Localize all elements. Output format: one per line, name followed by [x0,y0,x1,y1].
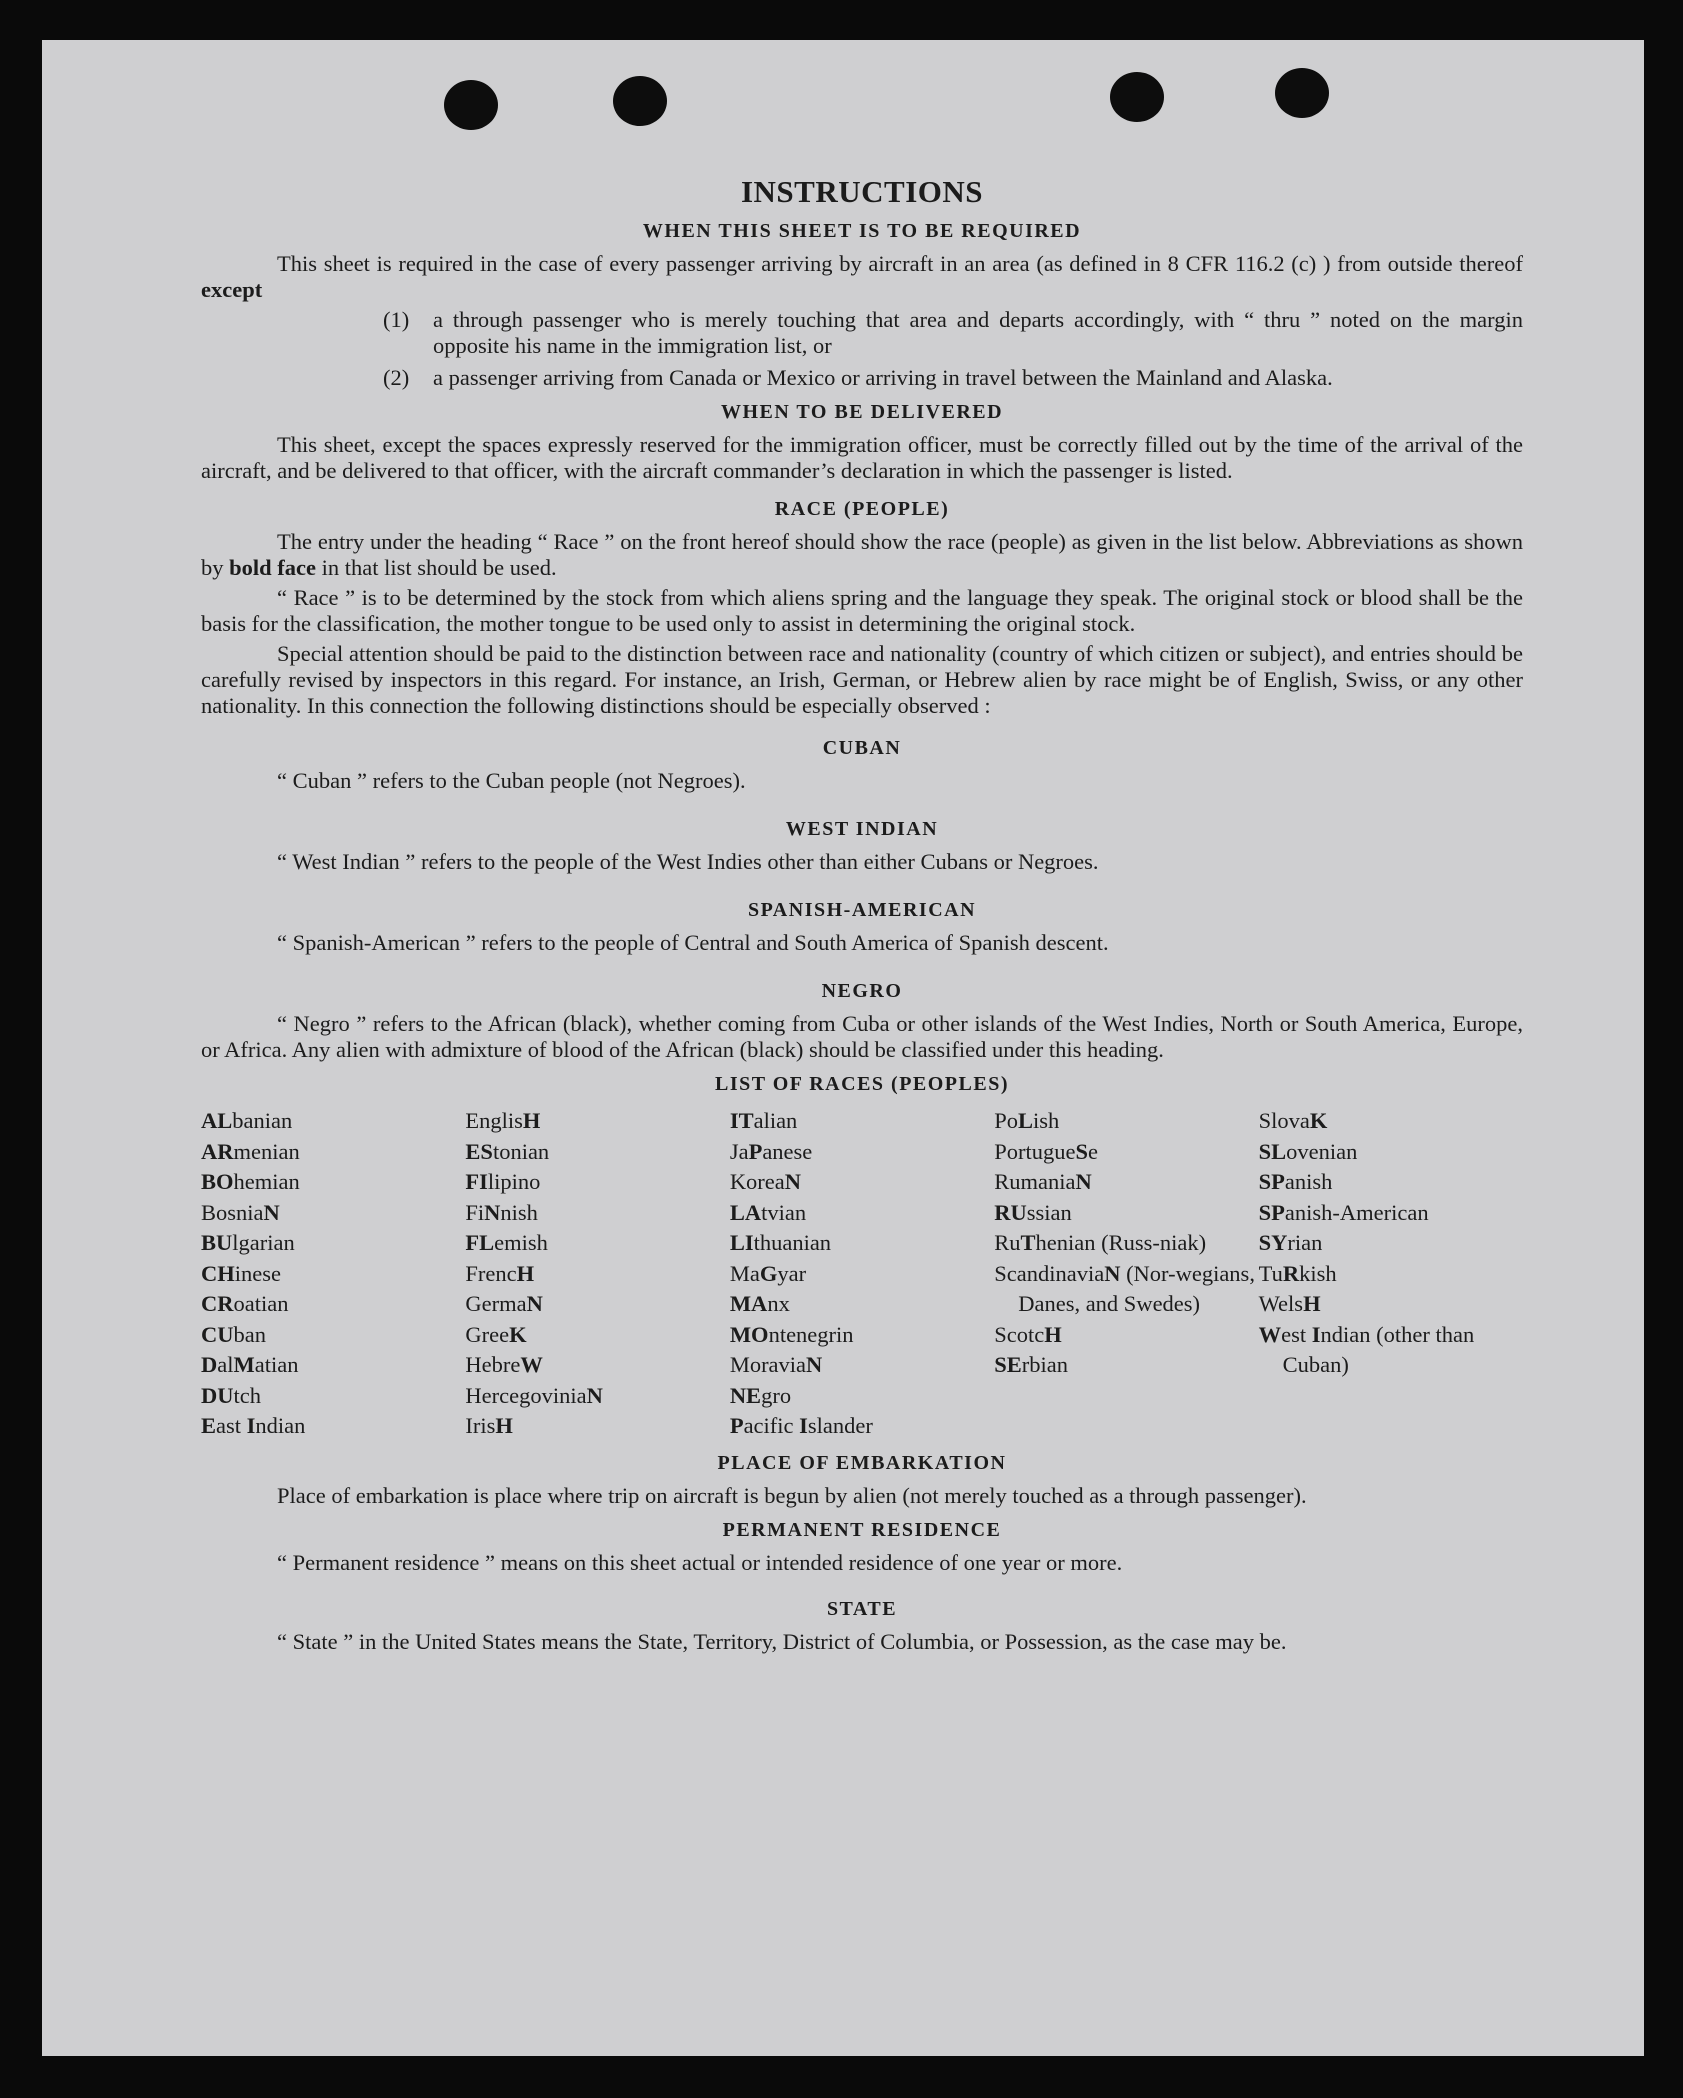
race-entry: LAtvian [729,1199,807,1225]
race-entry: Pacific Islander [729,1413,873,1438]
race-entry: ARmenian [201,1138,300,1164]
race-entry: MAnx [729,1291,790,1316]
race-entry: NEgro [729,1382,792,1408]
race-entry: GreeK [465,1321,527,1347]
section-heading: STATE [826,1597,898,1620]
race-entry: BOhemian [201,1169,300,1194]
section-heading: CUBAN [822,737,902,759]
race-entry: WelsH [1258,1291,1321,1316]
paragraph: “ Negro ” refers to the African (black), whether coming from Cuba or other islands of the West Indies, North or South America, Europe, or Africa. Any alien with admixture of blood of the African (black) should be classified under this heading. [201,1011,1523,1062]
race-entry: ITalian [729,1108,798,1133]
paragraph: This sheet is required in the case of every passenger arriving by aircraft in an area (as defined in 8 CFR 116.2 (c) ) from outside thereof except [201,251,1523,302]
race-entry: GermaN [465,1291,543,1316]
race-entry: RumaniaN [994,1169,1092,1194]
race-entry: EnglisH [465,1108,541,1133]
section-heading: SPANISH-AMERICAN [747,899,977,921]
section-heading: RACE (PEOPLE) [774,498,950,520]
race-entry: HercegoviniaN [465,1382,603,1408]
race-entry: TuRkish [1258,1260,1337,1286]
race-entry: ScotcH [994,1321,1062,1347]
paragraph: “ West Indian ” refers to the people of the West Indies other than either Cubans or Negroes. [277,849,1099,874]
race-entry: KoreaN [729,1169,802,1194]
page-title: INSTRUCTIONS [740,174,983,209]
paragraph: “ Spanish-American ” refers to the people of Central and South America of Spanish descent. [277,930,1109,955]
race-entry: MOntenegrin [729,1321,854,1347]
race-entry: MaGyar [729,1260,807,1286]
list-item: (2) a passenger arriving from Canada or Mexico or arriving in travel between the Mainland and Alaska. [383,365,1333,390]
race-entry: East Indian [201,1413,306,1438]
paragraph: “ State ” in the United States means the State, Territory, District of Columbia, or Possession, as the case may be. [277,1628,1287,1654]
race-entry: ALbanian [201,1108,293,1133]
paragraph: The entry under the heading “ Race ” on the front hereof should show the race (people) as given in the list below. Abbreviations as shown by bold face in that list should be used. [201,529,1523,580]
race-entry: FIlipino [465,1169,541,1194]
paragraph: “ Cuban ” refers to the Cuban people (not Negroes). [277,768,746,793]
section-heading: WEST INDIAN [785,818,939,840]
race-entry: PortugueSe [994,1138,1098,1164]
race-entry: RUssian [994,1199,1072,1225]
punch-hole [1275,68,1329,118]
race-entry: CHinese [201,1260,281,1286]
races-column [994,1106,1258,1442]
section-heading: NEGRO [821,980,903,1002]
race-entry: SPanish-American [1258,1199,1429,1225]
race-entry: EStonian [465,1138,550,1164]
race-entry: DalMatian [201,1352,299,1377]
race-entry: LIthuanian [729,1230,832,1255]
section-heading: WHEN THIS SHEET IS TO BE REQUIRED [642,220,1082,242]
punch-hole [1110,72,1164,122]
race-entry: BUlgarian [201,1230,295,1255]
race-entry: FrencH [465,1260,535,1286]
race-entry: HebreW [465,1352,543,1377]
race-entry: BosniaN [201,1199,280,1225]
race-entry: SErbian [994,1352,1068,1377]
race-entry: FiNnish [465,1199,538,1225]
race-entry: MoraviaN [729,1352,823,1377]
race-entry: DUtch [201,1382,261,1408]
paragraph: This sheet, except the spaces expressly reserved for the immigration officer, must be correctly filled out by the time of the arrival of the aircraft, and be delivered to that officer, with the aircraft commander’s declaration in which the passenger is listed. [201,432,1523,483]
races-column [201,1106,465,1442]
race-entry: RuThenian (Russ-niak) [994,1230,1207,1255]
races-column [730,1106,994,1442]
race-entry: FLemish [465,1230,548,1255]
section-heading: PLACE OF EMBARKATION [717,1451,1007,1474]
race-entry: SlovaK [1258,1108,1328,1133]
paragraph: “ Permanent residence ” means on this sheet actual or intended residence of one year or more. [277,1549,1123,1575]
section-heading: WHEN TO BE DELIVERED [720,401,1004,423]
race-entry: SLovenian [1258,1138,1358,1164]
race-entry: ScandinaviaN (Nor-wegians, Danes, and Swedes) [994,1260,1255,1316]
race-entry: PoLish [994,1108,1060,1133]
race-entry: CUban [201,1321,266,1347]
document-sheet [42,40,1644,2056]
race-entry: IrisH [465,1413,513,1438]
list-item: (1) a through passenger who is merely touching that area and departs accordingly, with “ thru ” noted on the margin opposite his name in the immigration list, or [383,307,1523,358]
races-column [465,1106,729,1442]
paragraph: Place of embarkation is place where trip on aircraft is begun by alien (not merely touched as a through passenger). [277,1482,1307,1508]
punch-hole [444,80,498,130]
paragraph: Special attention should be paid to the distinction between race and nationality (country of which citizen or subject), and entries should be carefully revised by inspectors in this regard. For instance, an Irish, German, or Hebrew alien by race might be of English, Swiss, or any other nationality. In this connection the following distinctions should be especially observed : [201,641,1523,718]
paragraph: “ Race ” is to be determined by the stock from which aliens spring and the language they speak. The original stock or blood shall be the basis for the classification, the mother tongue to be used only to assist in determining the original stock. [201,585,1523,636]
race-entry: JaPanese [729,1138,813,1164]
section-heading: PERMANENT RESIDENCE [722,1518,1002,1541]
race-entry: SPanish [1258,1169,1333,1194]
section-heading: LIST OF RACES (PEOPLES) [714,1073,1009,1095]
races-list [201,1106,1523,1442]
races-column [1259,1106,1523,1442]
instructions-content [201,174,1523,1659]
punch-hole [613,76,667,126]
race-entry: SYrian [1258,1230,1323,1255]
race-entry: West Indian (other than Cuban) [1258,1321,1475,1377]
race-entry: CRoatian [201,1291,289,1316]
